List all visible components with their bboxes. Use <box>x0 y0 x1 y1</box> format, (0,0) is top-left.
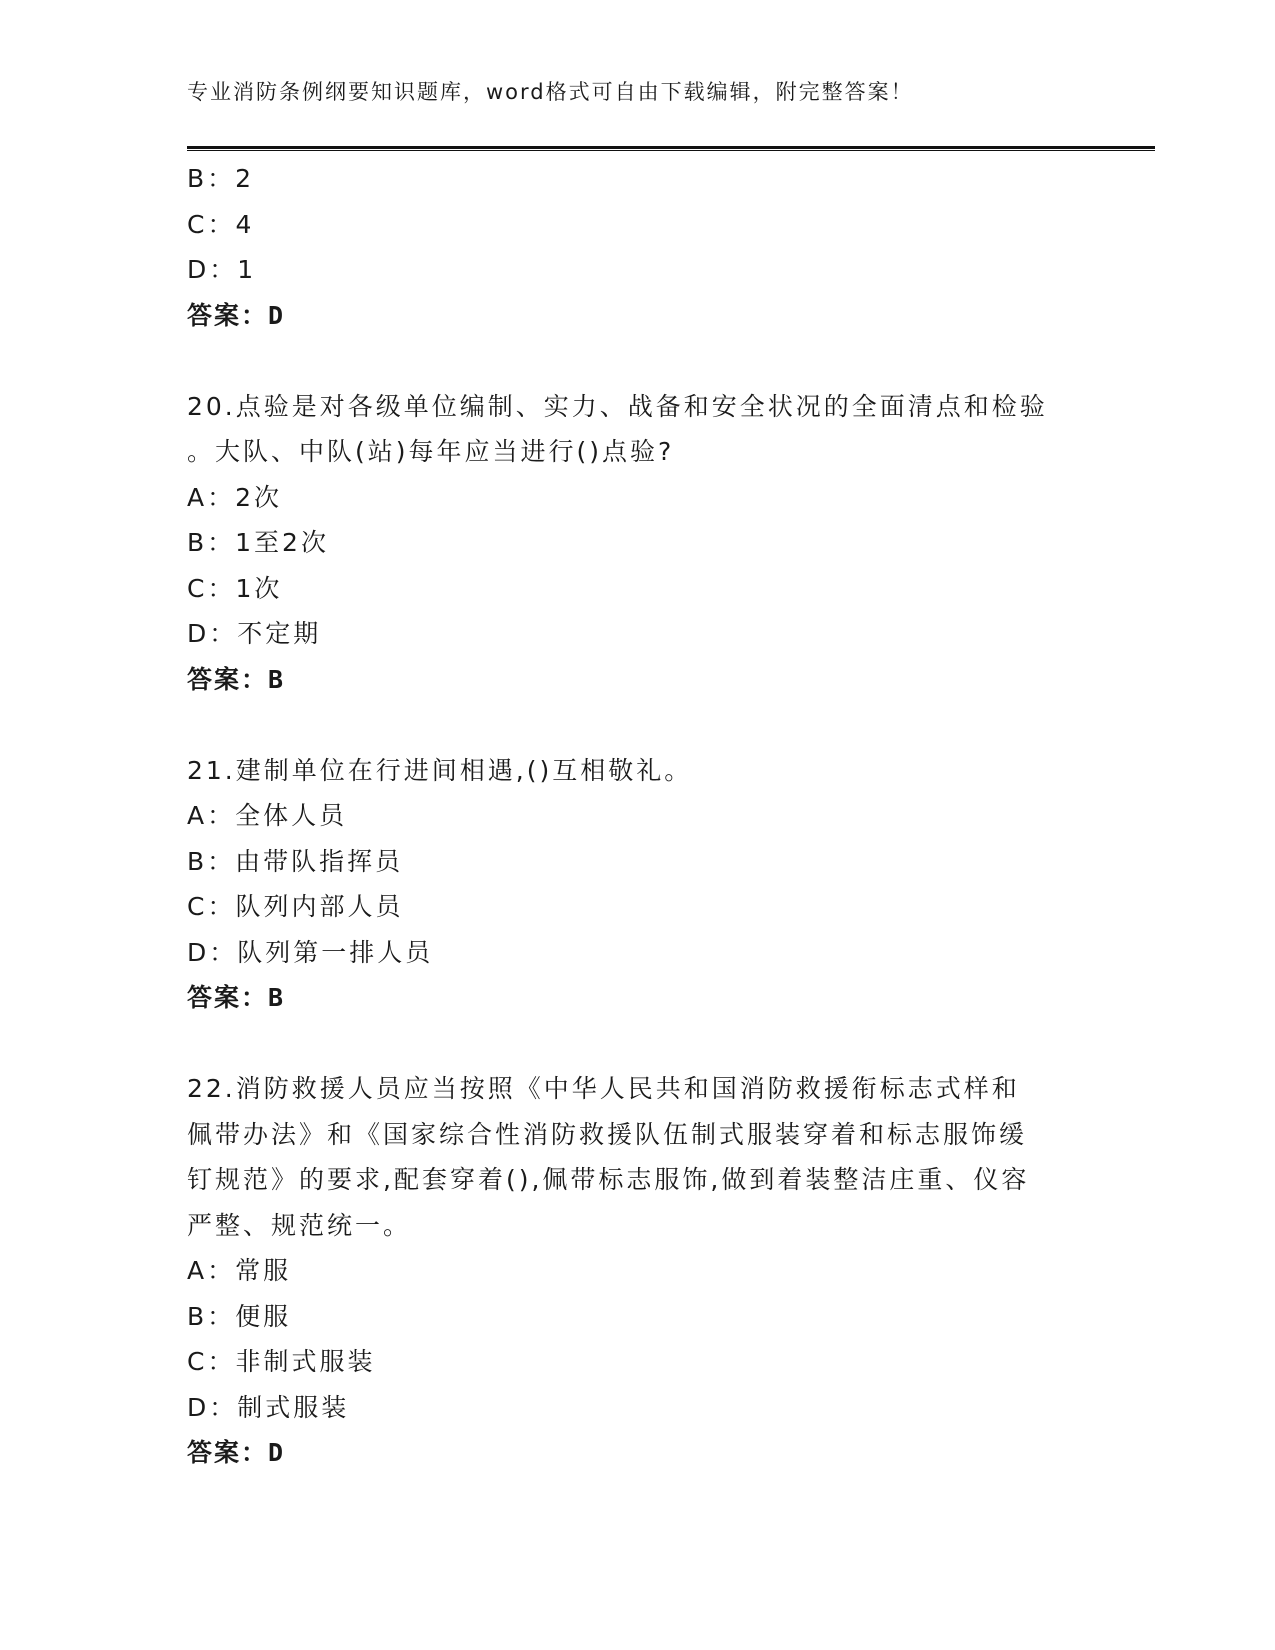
option-b: B：2 <box>187 164 255 193</box>
page-header-text: 专业消防条例纲要知识题库，word格式可自由下载编辑，附完整答案！ <box>187 80 914 104</box>
spacer <box>187 1021 1087 1067</box>
question-22 <box>187 1066 1087 1476</box>
option-b: B：1至2次 <box>187 528 329 557</box>
answer-line <box>187 1430 1087 1476</box>
option-b: B：便服 <box>187 1301 292 1331</box>
question-20 <box>187 384 1087 703</box>
answer-value: B <box>268 983 286 1012</box>
option-c: C：非制式服装 <box>187 1347 376 1376</box>
question-21 <box>187 748 1087 1021</box>
answer-line <box>187 657 1087 703</box>
answer-value: D <box>268 1438 286 1467</box>
option-d: D：不定期 <box>187 619 322 648</box>
answer-value: D <box>268 300 286 330</box>
question-text-line: 钉规范》的要求,配套穿着(),佩带标志服饰,做到着装整洁庄重、仪容 <box>187 1165 1030 1194</box>
question-text <box>187 384 1067 475</box>
option-c: C：队列内部人员 <box>187 892 404 921</box>
answer-line <box>187 293 1087 339</box>
question-text-line: 21.建制单位在行进间相遇,()互相敬礼。 <box>187 755 693 785</box>
header-divider <box>187 146 1155 151</box>
prev-question-block <box>187 156 1087 338</box>
question-text-line: 22.消防救援人员应当按照《中华人民共和国消防救援衔标志式样和 <box>187 1074 1020 1103</box>
question-content <box>187 156 1087 1476</box>
option-c: C：1次 <box>187 573 283 603</box>
answer-label: 答案： <box>187 664 269 694</box>
option-d: D：制式服装 <box>187 1392 350 1422</box>
option-c: C：4 <box>187 209 255 239</box>
question-text-line: 。大队、中队(站)每年应当进行()点验? <box>187 437 675 466</box>
option-a: A：常服 <box>187 1256 292 1285</box>
option-d: D：1 <box>187 255 257 284</box>
question-text-line: 严整、规范统一。 <box>187 1210 412 1240</box>
option-d: D：队列第一排人员 <box>187 937 434 967</box>
option-a: A：2次 <box>187 482 283 512</box>
question-text <box>187 1066 1067 1248</box>
answer-value: B <box>268 664 286 694</box>
answer-label: 答案： <box>187 300 269 330</box>
question-text-line: 佩带办法》和《国家综合性消防救援队伍制式服装穿着和标志服饰缓 <box>187 1119 1028 1149</box>
option-b: B：由带队指挥员 <box>187 846 404 876</box>
question-text <box>187 748 1067 794</box>
spacer <box>187 702 1087 748</box>
question-text-line: 20.点验是对各级单位编制、实力、战备和安全状况的全面清点和检验 <box>187 391 1048 421</box>
option-a: A：全体人员 <box>187 801 348 830</box>
spacer <box>187 338 1087 384</box>
answer-line <box>187 975 1087 1021</box>
answer-label: 答案： <box>187 983 269 1012</box>
answer-label: 答案： <box>187 1438 269 1467</box>
